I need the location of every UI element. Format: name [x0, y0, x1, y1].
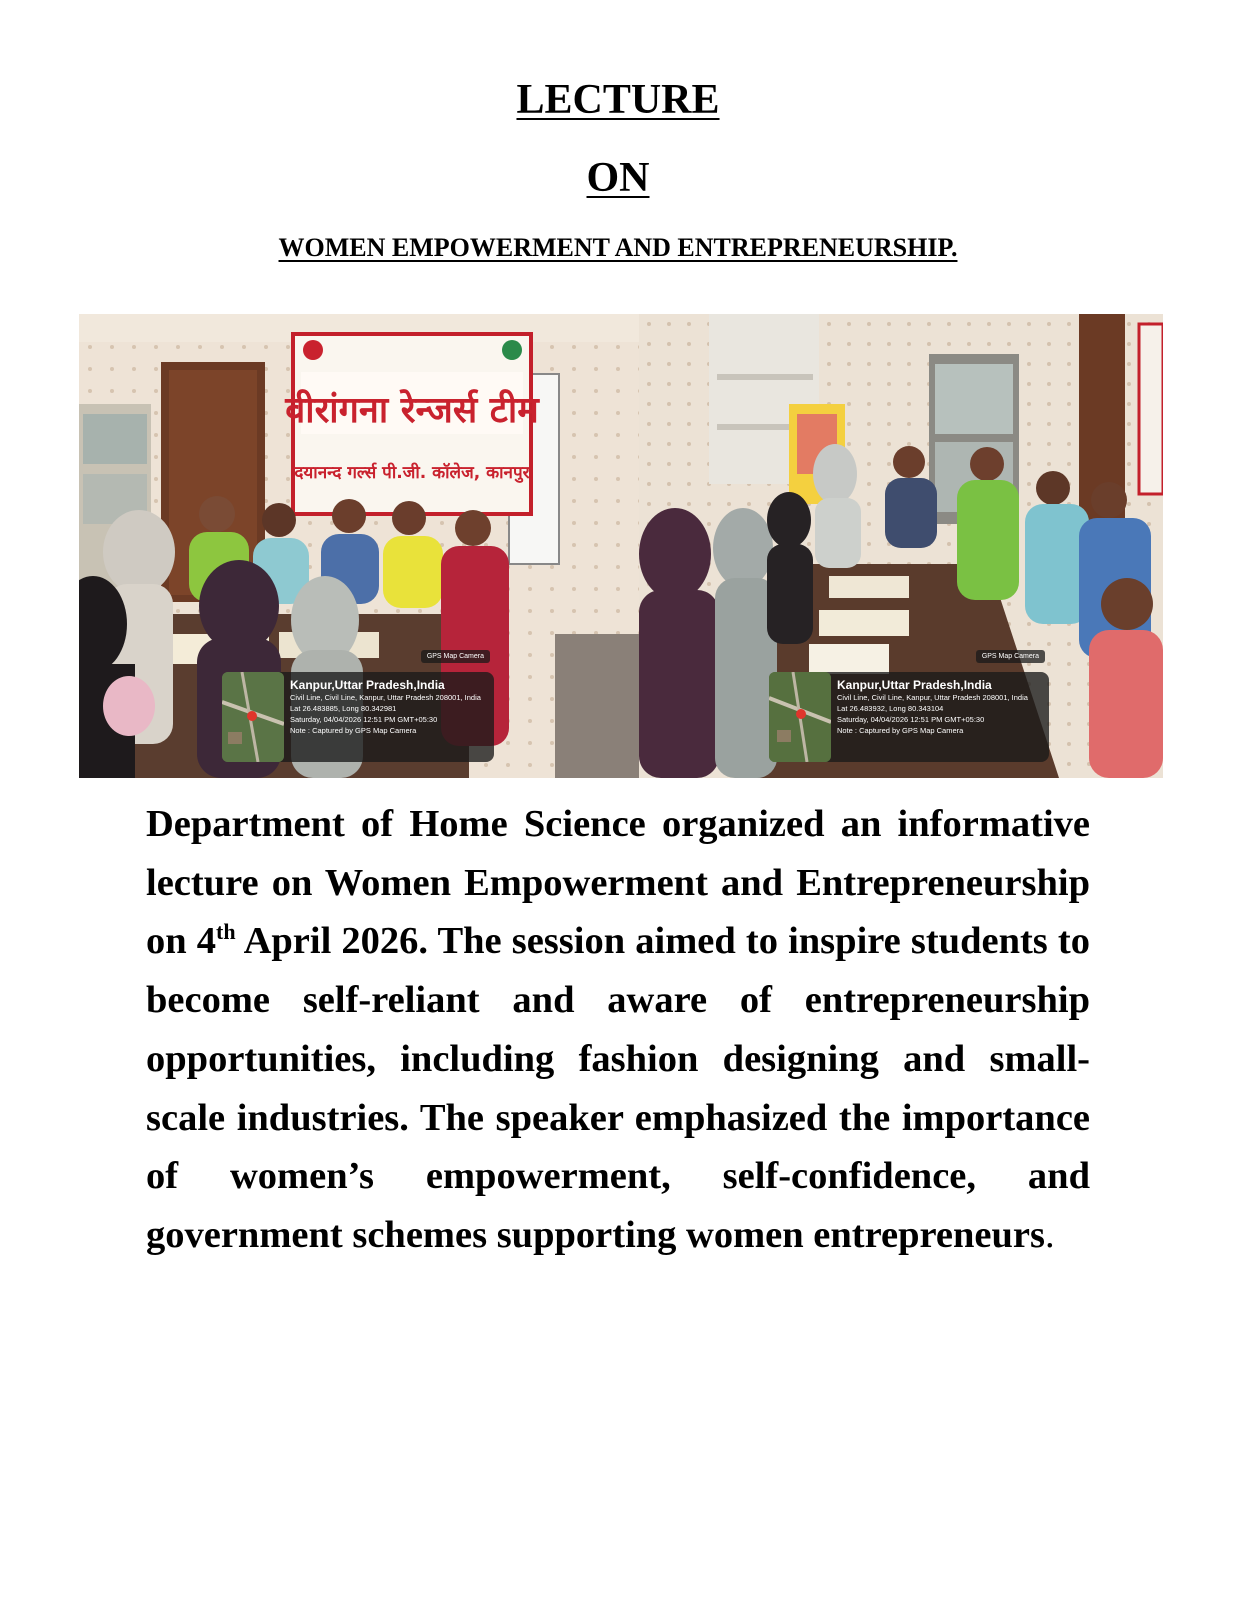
gps-note: Note : Captured by GPS Map Camera — [290, 726, 417, 735]
gps-coordinates: Lat 26.483885, Long 80.342981 — [290, 704, 397, 713]
satellite-map-thumbnail — [222, 672, 284, 762]
description-period: . — [1044, 1213, 1055, 1256]
title-on: ON — [586, 155, 650, 201]
banner-subtitle: दयानन्द गर्ल्स पी.जी. कॉलेज, कानपुर — [294, 463, 530, 483]
gps-location: Kanpur,Uttar Pradesh,India — [290, 678, 445, 692]
gps-datetime: Saturday, 04/04/2026 12:51 PM GMT+05:30 — [837, 715, 985, 724]
gps-camera-tag-left: GPS Map Camera — [421, 650, 490, 663]
gps-address: Civil Line, Civil Line, Kanpur, Uttar Pradesh 208001, India — [837, 693, 1028, 702]
gps-stamp-right — [771, 653, 1049, 762]
gps-camera-tag-right: GPS Map Camera — [976, 650, 1045, 663]
event-photo-right — [639, 314, 1163, 778]
event-photos — [79, 314, 1163, 778]
gps-address: Civil Line, Civil Line, Kanpur, Uttar Pradesh 208001, India — [290, 693, 481, 702]
gps-datetime: Saturday, 04/04/2026 12:51 PM GMT+05:30 — [290, 715, 438, 724]
date-ordinal-suffix: th — [216, 919, 236, 945]
description-part2: April 2026. The session aimed to inspire students to become self-reliant and aware of entrepreneurship opportunities, including fashion designing and small-scale industries. The speaker emphasized the importance of women’s empowerment, self-confidence, and government schemes supporting women entrepreneurs — [146, 920, 1090, 1256]
event-description — [146, 795, 1090, 1265]
gps-stamp-left — [224, 653, 494, 762]
title-lecture: LECTURE — [516, 77, 720, 123]
gps-coordinates: Lat 26.483932, Long 80.343104 — [837, 704, 944, 713]
title-topic: WOMEN EMPOWERMENT AND ENTREPRENEURSHIP. — [278, 233, 958, 262]
gps-location: Kanpur,Uttar Pradesh,India — [837, 678, 992, 692]
banner-title: वीरांगना रेन्जर्स टीम — [285, 390, 539, 431]
satellite-map-thumbnail — [769, 672, 831, 762]
description-part1: Department of Home Science organized an informative lecture on Women Empowerment and Entrepreneurship on 4 — [146, 803, 1090, 963]
event-photo-left — [79, 314, 639, 778]
gps-note: Note : Captured by GPS Map Camera — [837, 726, 964, 735]
